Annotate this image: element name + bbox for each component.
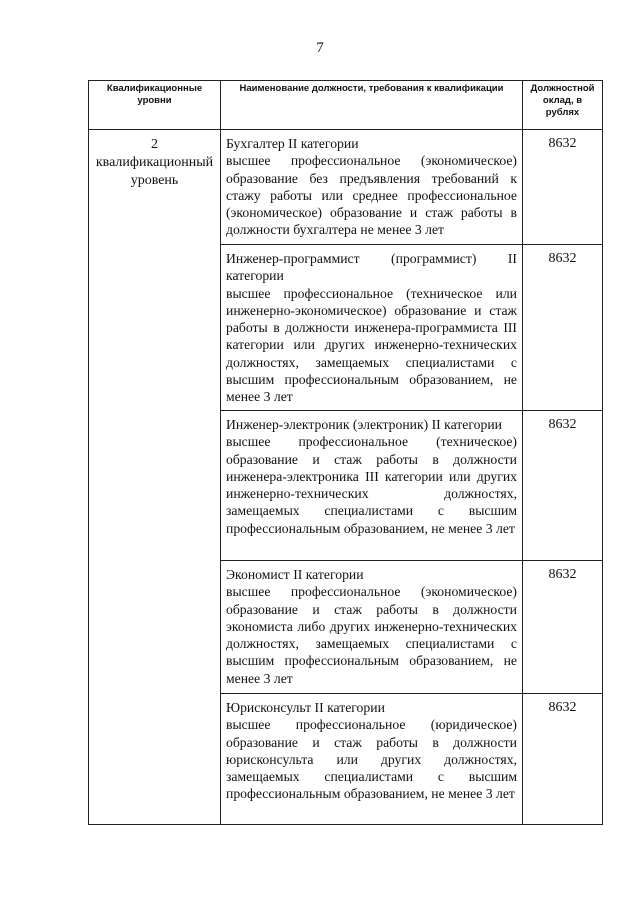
- table-row: [89, 130, 603, 245]
- position-requirements: высшее профессиональное (юридическое) образование и стаж работы в должности юрисконсульта или других должностях, замещаемых специалистами с высшим профессиональным образованием, не менее 3 лет: [226, 717, 517, 802]
- position-requirements: высшее профессиональное (техническое) образование и стаж работы в должности инженера-электроника III категории или других инженерно-технических должностях, замещаемых специалистами с высшим профессиональным образованием, не менее 3 лет: [226, 434, 517, 536]
- position-requirements: высшее профессиональное (экономическое) образование и стаж работы в должности экономиста либо других инженерно-технических должностях, замещаемых специалистами с высшим профессиональным образованием, не менее 3 лет: [226, 584, 517, 686]
- salary-value: 8632: [523, 245, 603, 411]
- position-title: Юрисконсульт II категории: [226, 700, 385, 715]
- qualification-table: [88, 80, 603, 825]
- salary-value: 8632: [523, 561, 603, 694]
- position-requirements: высшее профессиональное (экономическое) образование без предъявления требований к стажу работы или среднее профессиональное (экономическое) образование и стаж работы в должности бухгалтера не менее 3 лет: [226, 153, 517, 238]
- salary-value: 8632: [523, 130, 603, 245]
- position-title: Инженер-электроник (электроник) II категории: [226, 417, 502, 432]
- salary-value: 8632: [523, 694, 603, 825]
- qualification-level: 2 квалификационный уровень: [89, 130, 221, 825]
- position-cell: [221, 561, 523, 694]
- header-level: Квалификационные уровни: [89, 81, 221, 130]
- position-cell: [221, 245, 523, 411]
- position-title: Бухгалтер II категории: [226, 136, 359, 151]
- position-requirements: высшее профессиональное (техническое или инженерно-экономическое) образование и стаж работы в должности инженера-программиста III категории или других инженерно-технических должностях, замещаемых специалистами с высшим профессиональным образованием, не менее 3 лет: [226, 285, 517, 405]
- position-cell: [221, 130, 523, 245]
- header-position: Наименование должности, требования к квалификации: [221, 81, 523, 130]
- position-cell: [221, 411, 523, 561]
- position-title: Экономист II категории: [226, 567, 364, 582]
- header-salary: Должностной оклад, в рублях: [523, 81, 603, 130]
- salary-value: 8632: [523, 411, 603, 561]
- page-number: 7: [316, 40, 324, 56]
- position-cell: [221, 694, 523, 825]
- table-header-row: [89, 81, 603, 130]
- position-title: Инженер-программист (программист) II категории: [226, 251, 517, 284]
